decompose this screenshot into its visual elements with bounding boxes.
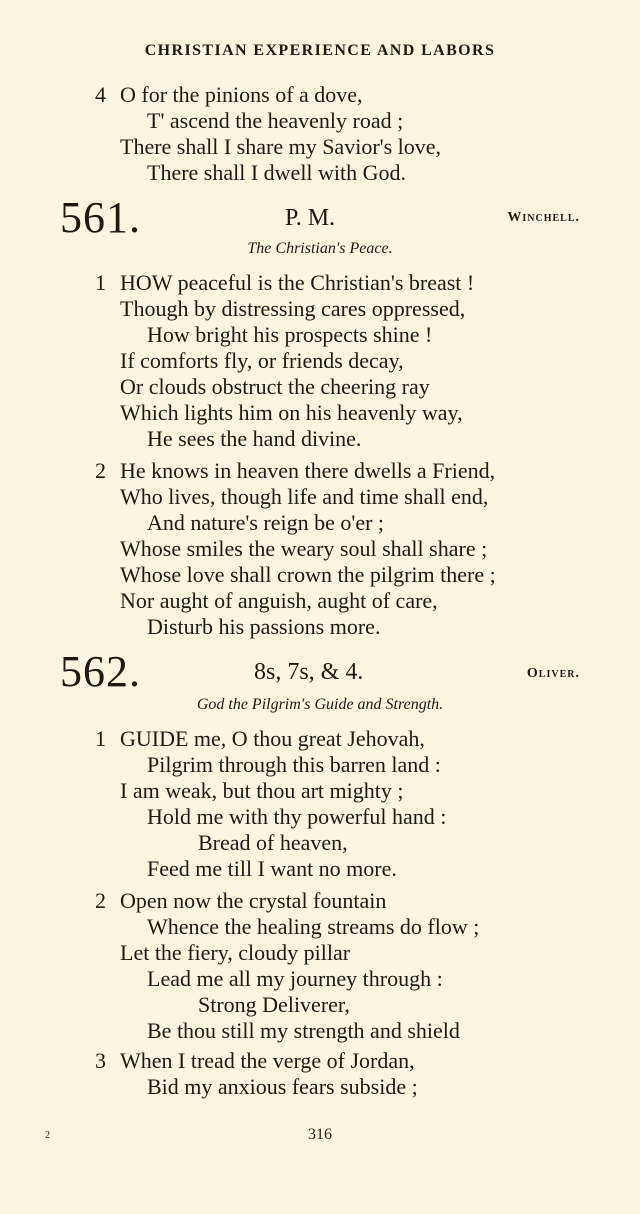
verse-line: Whence the healing streams do flow ;	[147, 914, 480, 939]
hymn-number: 561.	[60, 193, 141, 242]
verse-line: Be thou still my strength and shield	[147, 1018, 460, 1043]
hymn-meter: 8s, 7s, & 4.	[254, 659, 364, 685]
verse-line: How bright his prospects shine !	[147, 322, 433, 347]
verse-line: Bread of heaven,	[198, 830, 348, 855]
verse-line: Whose smiles the weary soul shall share ;	[120, 536, 488, 561]
verse-line: Bid my anxious fears subside ;	[147, 1074, 418, 1099]
signature-mark: 2	[45, 1130, 50, 1141]
verse-line: Disturb his passions more.	[147, 614, 381, 639]
page-number: 316	[308, 1126, 332, 1143]
verse-line: Lead me all my journey through :	[147, 966, 443, 991]
verse-line: And nature's reign be o'er ;	[147, 510, 385, 535]
verse-line: Or clouds obstruct the cheering ray	[120, 374, 430, 399]
verse-line: Let the fiery, cloudy pillar	[120, 940, 351, 965]
verse-line: I am weak, but thou art mighty ;	[120, 778, 404, 803]
verse-line: He knows in heaven there dwells a Friend,	[120, 458, 496, 483]
verse-line: Nor aught of anguish, aught of care,	[120, 588, 438, 613]
verse-line: HOW peaceful is the Christian's breast !	[120, 270, 475, 295]
verse-line: When I tread the verge of Jordan,	[120, 1048, 415, 1073]
verse-line: Which lights him on his heavenly way,	[120, 400, 463, 425]
running-head: CHRISTIAN EXPERIENCE AND LABORS	[144, 42, 496, 59]
verse-line: Feed me till I want no more.	[147, 856, 397, 881]
verse-line: If comforts fly, or friends decay,	[120, 348, 404, 373]
verse-line: O for the pinions of a dove,	[120, 82, 363, 107]
verse-line: He sees the hand divine.	[147, 426, 362, 451]
verse-line: Though by distressing cares oppressed,	[120, 296, 466, 321]
verse-line: Who lives, though life and time shall end,	[120, 484, 489, 509]
stanza-number: 1	[95, 726, 106, 751]
verse-line: T' ascend the heavenly road ;	[147, 108, 404, 133]
stanza-number: 3	[95, 1048, 106, 1073]
hymn-title: God the Pilgrim's Guide and Strength.	[196, 696, 444, 713]
stanza-number: 2	[95, 888, 106, 913]
verse-line: GUIDE me, O thou great Jehovah,	[120, 726, 425, 751]
stanza-number: 2	[95, 458, 106, 483]
verse-line: Strong Deliverer,	[198, 992, 350, 1017]
stanza-number: 4	[95, 82, 106, 107]
verse-line: There shall I dwell with God.	[147, 160, 407, 185]
verse-line: Open now the crystal fountain	[120, 888, 387, 913]
stanza-number: 1	[95, 270, 106, 295]
hymn-number: 562.	[60, 647, 141, 696]
hymn-title: The Christian's Peace.	[247, 240, 393, 257]
hymn-tune: Oliver.	[526, 666, 580, 681]
verse-line: Hold me with thy powerful hand :	[147, 804, 447, 829]
verse-line: Pilgrim through this barren land :	[147, 752, 441, 777]
verse-line: Whose love shall crown the pilgrim there ;	[120, 562, 496, 587]
verse-line: There shall I share my Savior's love,	[120, 134, 442, 159]
hymn-tune: Winchell.	[507, 210, 580, 225]
hymn-meter: P. M.	[285, 205, 336, 231]
